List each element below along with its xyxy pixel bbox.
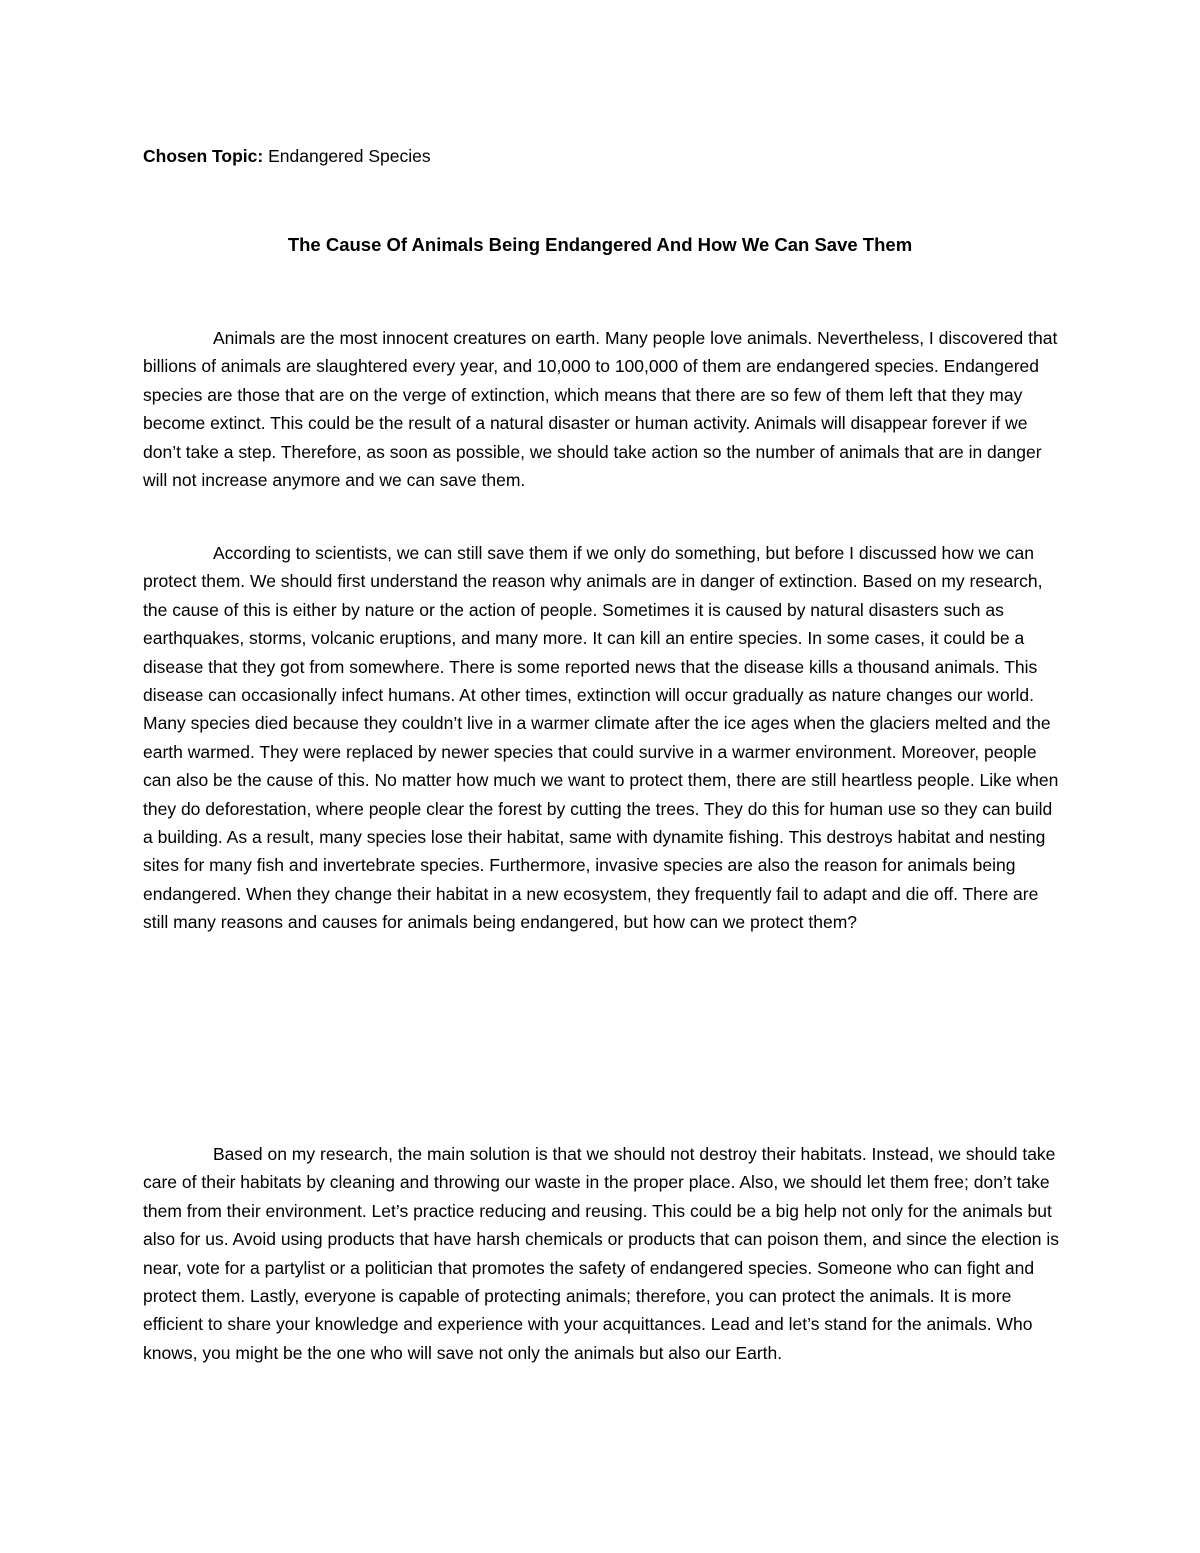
paragraph-causes: According to scientists, we can still save them if we only do something, but before I discussed how we can protect them. We should first understand the reason why animals are in danger of extinction. Based on my research, the cause of this is either by nature or the action of people. Sometimes it is caused by natural disasters such as earthquakes, storms, volcanic eruptions, and many more. It can kill an entire species. In some cases, it could be a disease that they got from somewhere. There is some reported news that the disease kills a thousand animals. This disease can occasionally infect humans. At other times, extinction will occur gradually as nature changes our world. Many species died because they couldn’t live in a warmer climate after the ice ages when the glaciers melted and the earth warmed. They were replaced by newer species that could survive in a warmer environment. Moreover, people can also be the cause of this. No matter how much we want to protect them, there are still heartless people. Like when they do deforestation, where people clear the forest by cutting the trees. They do this for human use so they can build a building. As a result, many species lose their habitat, same with dynamite fishing. This destroys habitat and nesting sites for many fish and invertebrate species. Furthermore, invasive species are also the reason for animals being endangered. When they change their habitat in a new ecosystem, they frequently fail to adapt and die off. There are still many reasons and causes for animals being endangered, but how can we protect them?: [143, 543, 1059, 933]
topic-label: Chosen Topic:: [143, 146, 264, 166]
paragraph-solutions: Based on my research, the main solution is that we should not destroy their habitats. Instead, we should take care of their habitats by cleaning and throwing our waste in the proper place. Also, we should let them free; don’t take them from their environment. Let’s practice reducing and reusing. This could be a big help not only for the animals but also for us. Avoid using products that have harsh chemicals or products that can poison them, and since the election is near, vote for a partylist or a politician that promotes the safety of endangered species. Someone who can fight and protect them. Lastly, everyone is capable of protecting animals; therefore, you can protect the animals. It is more efficient to share your knowledge and experience with your acquittances. Lead and let’s stand for the animals. Who knows, you might be the one who will save not only the animals but also our Earth.: [143, 1144, 1060, 1363]
paragraph-introduction: Animals are the most innocent creatures on earth. Many people love animals. Nevertheless, I discovered that billions of animals are slaughtered every year, and 10,000 to 100,000 of them are endangered species. Endangered species are those that are on the verge of extinction, which means that there are so few of them left that they may become extinct. This could be the result of a natural disaster or human activity. Animals will disappear forever if we don’t take a step. Therefore, as soon as possible, we should take action so the number of animals that are in danger will not increase anymore and we can save them.: [143, 328, 1058, 491]
topic-value: Endangered Species: [263, 146, 431, 166]
chosen-topic-line: [143, 144, 431, 168]
essay-title: The Cause Of Animals Being Endangered And How We Can Save Them: [287, 234, 913, 255]
